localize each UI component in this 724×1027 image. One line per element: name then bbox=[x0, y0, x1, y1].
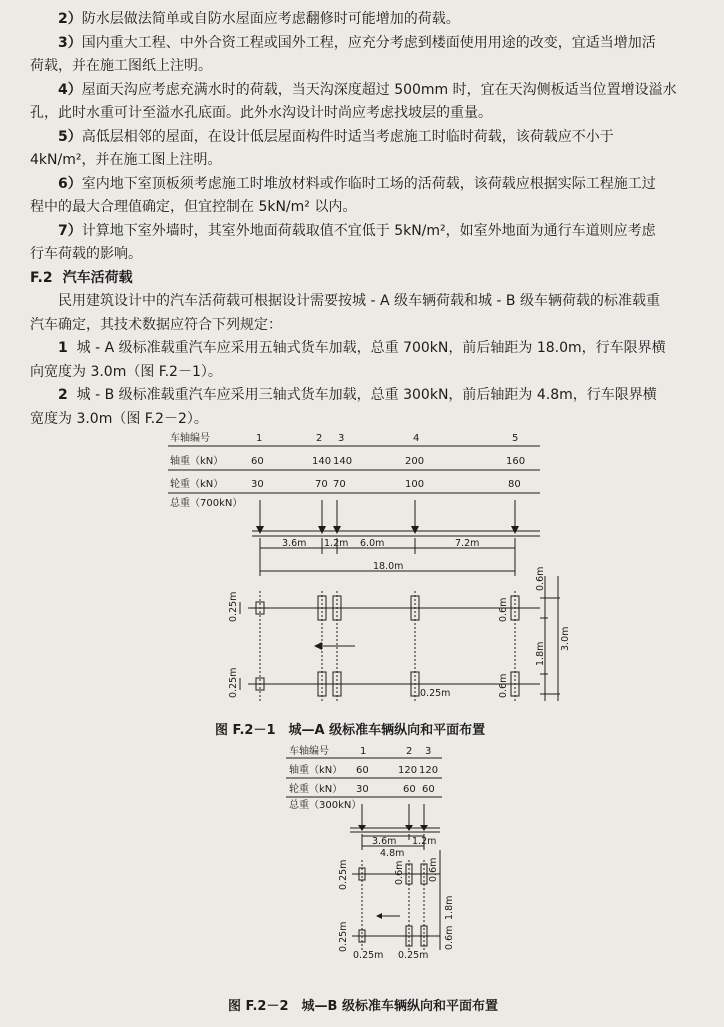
fig2-axle-load-3: 120 bbox=[419, 765, 439, 776]
fig1-spacing-2: 1.2m bbox=[324, 538, 349, 549]
fig1-axle-1: 1 bbox=[256, 433, 263, 444]
paragraph-3-cont: 荷载，并在施工图纸上注明。 bbox=[30, 58, 212, 74]
fig1-dim-06-a: 0.6m bbox=[498, 597, 509, 622]
paragraph-7-cont: 行车荷载的影响。 bbox=[30, 246, 142, 262]
paragraph-4-cont: 孔，此时水重可计至溢水孔底面。此外水沟设计时尚应考虑找坡层的重量。 bbox=[30, 105, 492, 121]
fig1-total-length: 18.0m bbox=[373, 561, 404, 572]
fig2-wheel-load-2: 60 bbox=[403, 784, 416, 795]
fig1-spacing-4: 7.2m bbox=[455, 538, 480, 549]
fig1-label-axle-no: 车轴编号 bbox=[170, 433, 210, 444]
fig1-wheel-load-1: 30 bbox=[251, 479, 264, 490]
fig1-axle-2: 2 bbox=[316, 433, 323, 444]
fig1-label-wheel-load: 轮重（kN） bbox=[170, 479, 224, 490]
fig1-axle-load-1: 60 bbox=[251, 456, 264, 467]
fig1-axle-load-2: 140 bbox=[312, 456, 332, 467]
figure-f21 bbox=[0, 426, 724, 746]
fig1-dim-30: 3.0m bbox=[560, 626, 571, 651]
fig1-axle-4: 4 bbox=[413, 433, 420, 444]
paragraph-4: 4）屋面天沟应考虑充满水时的荷载，当天沟深度超过 500mm 时，宜在天沟侧板适当位置增设溢水 bbox=[58, 81, 677, 98]
fig1-axle-3: 3 bbox=[338, 433, 345, 444]
paragraph-2: 2）防水层做法简单或自防水屋面应考虑翻修时可能增加的荷载。 bbox=[58, 11, 460, 27]
fig1-axle-load-5: 160 bbox=[506, 456, 526, 467]
fig2-dim-06-b: 0.6m bbox=[428, 857, 439, 882]
fig2-spacing-2: 1.2m bbox=[412, 836, 437, 847]
fig2-wheel-load-3: 60 bbox=[422, 784, 435, 795]
fig1-dim-025-top: 0.25m bbox=[228, 591, 239, 622]
body-text bbox=[30, 8, 700, 431]
fig2-caption: 图 F.2－2 城—B 级标准车辆纵向和平面布置 bbox=[228, 999, 498, 1014]
fig1-axle-load-3: 140 bbox=[333, 456, 353, 467]
rule-2: 2 城 - B 级标准载重汽车应采用三轴式货车加载，总重 300kN，前后轴距为 4.8m，行车限界横 bbox=[58, 387, 657, 403]
fig1-wheel-load-5: 80 bbox=[508, 479, 521, 490]
fig2-wheel-load-1: 30 bbox=[356, 784, 369, 795]
fig1-spacing-1: 3.6m bbox=[282, 538, 307, 549]
paragraph-7: 7）计算地下室外墙时，其室外地面荷载取值不宜低于 5kN/m²，如室外地面为通行车道则应考虑 bbox=[58, 222, 656, 239]
fig2-axle-1: 1 bbox=[360, 746, 367, 757]
paragraph-6: 6）室内地下室顶板须考虑施工时堆放材料或作临时工场的活荷载，该荷载应根据实际工程施工过 bbox=[58, 175, 656, 192]
paragraph-3: 3）国内重大工程、中外合资工程或国外工程，应充分考虑到楼面使用用途的改变，宜适当增加活 bbox=[58, 34, 656, 51]
fig2-label-total: 总重（300kN） bbox=[289, 800, 362, 811]
paragraph-5: 5）高低层相邻的屋面，在设计低层屋面构件时适当考虑施工时临时荷载，该荷载应不小于 bbox=[58, 128, 614, 145]
fig1-dim-06-c: 0.6m bbox=[498, 673, 509, 698]
fig2-dim-025-plan-b: 0.25m bbox=[398, 950, 429, 961]
fig2-spacing-1: 3.6m bbox=[372, 836, 397, 847]
fig1-dim-06-b: 0.6m bbox=[535, 566, 546, 591]
fig1-wheel-load-4: 100 bbox=[405, 479, 425, 490]
fig2-label-wheel-load: 轮重（kN） bbox=[289, 784, 343, 795]
fig2-dim-06-a: 0.6m bbox=[394, 860, 405, 885]
fig1-spacing-3: 6.0m bbox=[360, 538, 385, 549]
fig2-label-axle-no: 车轴编号 bbox=[289, 746, 329, 757]
fig2-label-axle-load: 轴重（kN） bbox=[289, 765, 343, 776]
section-heading: F.2 汽车活荷载 bbox=[30, 269, 133, 286]
fig1-dim-025-plan: 0.25m bbox=[420, 688, 451, 699]
paragraph-5-cont: 4kN/m²，并在施工图上注明。 bbox=[30, 152, 222, 168]
intro-line-2: 汽车确定，其技术数据应符合下列规定： bbox=[30, 316, 282, 333]
fig2-total-length: 4.8m bbox=[380, 848, 405, 859]
fig1-label-axle-load: 轴重（kN） bbox=[170, 456, 224, 467]
fig2-dim-18: 1.8m bbox=[444, 895, 455, 920]
fig2-dim-025-top: 0.25m bbox=[338, 859, 349, 890]
fig1-dim-025-bottom: 0.25m bbox=[228, 667, 239, 698]
rule-1-cont: 向宽度为 3.0m（图 F.2－1）。 bbox=[30, 363, 222, 380]
figure-f22 bbox=[0, 740, 724, 1020]
fig2-dim-06-c: 0.6m bbox=[444, 925, 455, 950]
intro-line-1: 民用建筑设计中的汽车活荷载可根据设计需要按城 - A 级车辆荷载和城 - B 级车辆荷载的标准载重 bbox=[58, 293, 660, 309]
fig2-axle-load-2: 120 bbox=[398, 765, 418, 776]
fig1-axle-load-4: 200 bbox=[405, 456, 425, 467]
fig2-axle-load-1: 60 bbox=[356, 765, 369, 776]
rule-1: 1 城 - A 级标准载重汽车应采用五轴式货车加载，总重 700kN，前后轴距为 18.0m，行车限界横 bbox=[58, 340, 666, 356]
fig2-dim-025-bottom: 0.25m bbox=[338, 921, 349, 952]
fig1-axle-5: 5 bbox=[512, 433, 519, 444]
fig1-caption: 图 F.2－1 城—A 级标准车辆纵向和平面布置 bbox=[215, 723, 486, 738]
rule-2-cont: 宽度为 3.0m（图 F.2－2）。 bbox=[30, 410, 208, 427]
fig1-wheel-load-3: 70 bbox=[333, 479, 346, 490]
fig1-wheel-load-2: 70 bbox=[315, 479, 328, 490]
fig2-axle-3: 3 bbox=[425, 746, 432, 757]
fig2-dim-025-plan-a: 0.25m bbox=[353, 950, 384, 961]
fig1-dim-18: 1.8m bbox=[535, 641, 546, 666]
fig1-label-total: 总重（700kN） bbox=[170, 498, 243, 509]
fig2-axle-2: 2 bbox=[406, 746, 413, 757]
paragraph-6-cont: 程中的最大合理值确定，但宜控制在 5kN/m² 以内。 bbox=[30, 199, 357, 215]
